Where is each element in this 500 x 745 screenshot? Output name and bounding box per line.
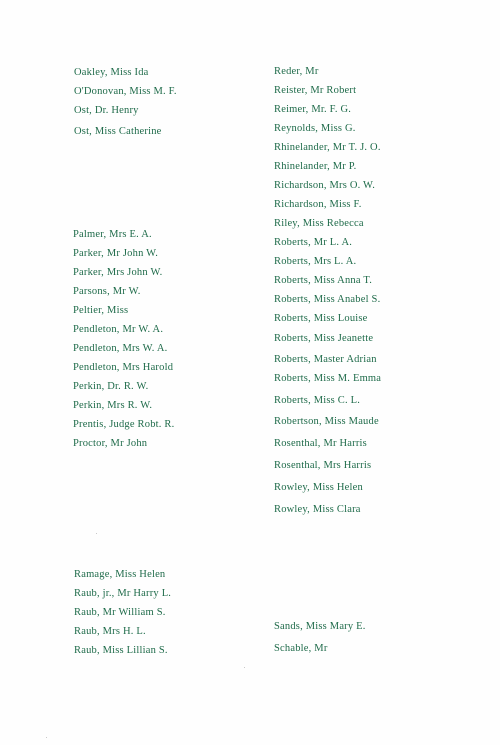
passenger-entry: Pendleton, Mrs W. A.: [73, 343, 168, 354]
passenger-entry: Pendleton, Mrs Harold: [73, 362, 174, 373]
passenger-entry: Roberts, Miss C. L.: [274, 395, 361, 406]
passenger-entry: Reimer, Mr. F. G.: [274, 104, 352, 115]
passenger-entry: Richardson, Miss F.: [274, 199, 362, 210]
passenger-entry: Schable, Mr: [274, 643, 328, 654]
passenger-entry: Robertson, Miss Maude: [274, 416, 379, 427]
passenger-entry: Ost, Miss Catherine: [74, 126, 162, 137]
passenger-entry: O'Donovan, Miss M. F.: [74, 86, 177, 97]
passenger-entry: Ramage, Miss Helen: [74, 569, 166, 580]
passenger-entry: Roberts, Mrs L. A.: [274, 256, 357, 267]
passenger-entry: Parker, Mrs John W.: [73, 267, 163, 278]
passenger-entry: Palmer, Mrs E. A.: [73, 229, 152, 240]
paper-speck: [96, 533, 97, 534]
passenger-entry: Rhinelander, Mr T. J. O.: [274, 142, 381, 153]
paper-speck: [244, 667, 245, 668]
passenger-entry: Reder, Mr: [274, 66, 319, 77]
passenger-entry: Rhinelander, Mr P.: [274, 161, 357, 172]
passenger-entry: Roberts, Miss Anabel S.: [274, 294, 381, 305]
passenger-entry: Roberts, Master Adrian: [274, 354, 377, 365]
passenger-entry: Parker, Mr John W.: [73, 248, 159, 259]
paper-speck: [46, 737, 47, 738]
passenger-entry: Rowley, Miss Helen: [274, 482, 363, 493]
passenger-entry: Rosenthal, Mr Harris: [274, 438, 367, 449]
passenger-entry: Raub, jr., Mr Harry L.: [74, 588, 172, 599]
passenger-entry: Reynolds, Miss G.: [274, 123, 356, 134]
passenger-entry: Roberts, Miss Louise: [274, 313, 368, 324]
passenger-entry: Richardson, Mrs O. W.: [274, 180, 376, 191]
passenger-entry: Roberts, Miss M. Emma: [274, 373, 382, 384]
passenger-entry: Parsons, Mr W.: [73, 286, 141, 297]
passenger-entry: Perkin, Mrs R. W.: [73, 400, 153, 411]
passenger-entry: Sands, Miss Mary E.: [274, 621, 366, 632]
passenger-entry: Prentis, Judge Robt. R.: [73, 419, 175, 430]
passenger-entry: Roberts, Miss Jeanette: [274, 333, 374, 344]
passenger-entry: Raub, Mrs H. L.: [74, 626, 146, 637]
passenger-entry: Rowley, Miss Clara: [274, 504, 361, 515]
passenger-entry: Pendleton, Mr W. A.: [73, 324, 164, 335]
passenger-entry: Raub, Miss Lillian S.: [74, 645, 168, 656]
passenger-entry: Reister, Mr Robert: [274, 85, 357, 96]
passenger-entry: Riley, Miss Rebecca: [274, 218, 364, 229]
passenger-entry: Ost, Dr. Henry: [74, 105, 139, 116]
passenger-entry: Raub, Mr William S.: [74, 607, 166, 618]
passenger-entry: Perkin, Dr. R. W.: [73, 381, 149, 392]
passenger-entry: Rosenthal, Mrs Harris: [274, 460, 372, 471]
passenger-entry: Roberts, Mr L. A.: [274, 237, 353, 248]
passenger-entry: Roberts, Miss Anna T.: [274, 275, 373, 286]
passenger-entry: Proctor, Mr John: [73, 438, 148, 449]
passenger-entry: Oakley, Miss Ida: [74, 67, 149, 78]
passenger-entry: Peltier, Miss: [73, 305, 129, 316]
